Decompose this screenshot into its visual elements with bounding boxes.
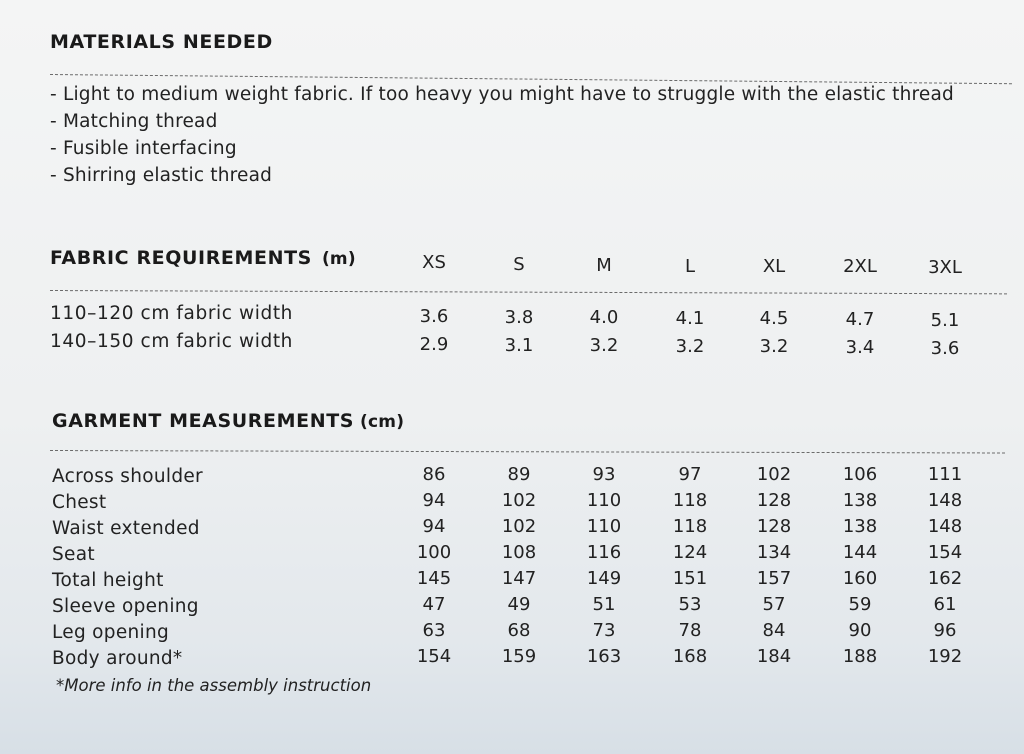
materials-heading: MATERIALS NEEDED xyxy=(50,31,273,53)
table-cell: 47 xyxy=(422,594,446,615)
size-header-xl: XL xyxy=(762,256,786,277)
table-cell: 86 xyxy=(422,464,446,485)
table-cell: 147 xyxy=(501,568,537,589)
table-cell: 4.0 xyxy=(589,307,619,329)
table-cell: 162 xyxy=(927,568,963,589)
table-cell: 49 xyxy=(507,594,531,615)
table-cell: 97 xyxy=(678,464,702,485)
table-cell: 184 xyxy=(756,646,792,667)
table-cell: 59 xyxy=(848,594,872,615)
table-cell: 89 xyxy=(507,464,531,485)
table-cell: 51 xyxy=(592,594,616,615)
row-label: Chest xyxy=(52,492,107,513)
table-cell: 102 xyxy=(756,464,792,485)
materials-item: - Shirring elastic thread xyxy=(50,165,273,186)
table-cell: 168 xyxy=(672,646,708,667)
table-cell: 96 xyxy=(933,620,957,641)
table-cell: 138 xyxy=(842,516,878,537)
table-cell: 116 xyxy=(586,542,622,563)
table-cell: 90 xyxy=(848,620,872,641)
table-cell: 102 xyxy=(501,490,537,511)
table-cell: 118 xyxy=(672,490,708,511)
table-cell: 154 xyxy=(927,542,963,563)
table-cell: 148 xyxy=(927,490,963,511)
table-cell: 118 xyxy=(672,516,708,537)
table-cell: 144 xyxy=(842,542,878,563)
row-label: Leg opening xyxy=(52,622,170,643)
table-cell: 3.8 xyxy=(504,306,534,328)
table-cell: 3.1 xyxy=(504,334,534,356)
table-cell: 124 xyxy=(672,542,708,563)
table-cell: 151 xyxy=(672,568,708,589)
materials-item: - Light to medium weight fabric. If too heavy you might have to struggle with the elastic thread xyxy=(50,84,954,105)
table-cell: 68 xyxy=(507,620,531,641)
row-label: Across shoulder xyxy=(52,466,203,487)
size-header-2xl: 2XL xyxy=(843,256,877,277)
table-cell: 5.1 xyxy=(930,309,960,331)
table-cell: 3.6 xyxy=(930,337,960,359)
table-cell: 4.1 xyxy=(675,307,705,329)
table-cell: 3.2 xyxy=(759,336,789,358)
table-cell: 159 xyxy=(501,646,537,667)
table-cell: 3.2 xyxy=(675,335,705,357)
table-cell: 3.2 xyxy=(589,335,619,357)
table-cell: 106 xyxy=(842,464,878,485)
table-cell: 61 xyxy=(933,594,957,615)
table-cell: 149 xyxy=(586,568,622,589)
table-cell: 93 xyxy=(592,464,616,485)
table-cell: 84 xyxy=(762,620,786,641)
size-header-m: M xyxy=(596,255,612,276)
garment-unit: (cm) xyxy=(360,412,405,432)
table-cell: 157 xyxy=(756,568,792,589)
table-cell: 138 xyxy=(842,490,878,511)
table-cell: 78 xyxy=(678,620,702,641)
row-label: Waist extended xyxy=(52,518,200,539)
table-cell: 128 xyxy=(756,516,792,537)
garment-heading xyxy=(52,410,404,432)
table-cell: 154 xyxy=(416,646,452,667)
table-cell: 4.7 xyxy=(845,309,875,330)
size-header-xs: XS xyxy=(422,252,446,273)
table-cell: 110 xyxy=(586,516,622,537)
table-cell: 2.9 xyxy=(419,334,449,355)
table-cell: 128 xyxy=(756,490,792,511)
materials-divider xyxy=(50,74,1012,84)
table-cell: 73 xyxy=(592,620,616,641)
row-label: 140–150 cm fabric width xyxy=(50,331,294,352)
table-cell: 94 xyxy=(422,490,446,511)
table-cell: 102 xyxy=(501,516,537,537)
table-cell: 160 xyxy=(842,568,878,589)
table-cell: 53 xyxy=(678,594,702,615)
row-label: Body around* xyxy=(52,648,183,669)
table-cell: 3.6 xyxy=(419,306,449,327)
table-cell: 4.5 xyxy=(759,308,789,330)
table-cell: 94 xyxy=(422,516,446,537)
fabric-unit: (m) xyxy=(321,249,356,269)
fabric-title: FABRIC REQUIREMENTS xyxy=(50,247,312,269)
row-label: Sleeve opening xyxy=(52,596,199,617)
table-cell: 3.4 xyxy=(845,337,875,358)
table-cell: 188 xyxy=(842,646,878,667)
table-cell: 148 xyxy=(927,516,963,537)
materials-item: - Matching thread xyxy=(50,111,218,132)
table-cell: 111 xyxy=(927,464,963,485)
materials-item: - Fusible interfacing xyxy=(50,138,237,159)
table-cell: 63 xyxy=(422,620,446,641)
row-label: Total height xyxy=(52,570,164,591)
size-header-l: L xyxy=(684,256,696,277)
table-cell: 145 xyxy=(416,568,452,589)
table-cell: 108 xyxy=(501,542,537,563)
table-cell: 110 xyxy=(586,490,622,511)
size-header-s: S xyxy=(513,254,525,275)
fabric-heading xyxy=(50,247,356,269)
table-cell: 57 xyxy=(762,594,786,615)
fabric-divider xyxy=(50,290,1007,294)
table-cell: 100 xyxy=(416,542,452,563)
garment-divider xyxy=(50,450,1005,454)
size-header-3xl: 3XL xyxy=(928,257,962,278)
row-label: 110–120 cm fabric width xyxy=(50,303,294,324)
table-cell: 192 xyxy=(927,646,963,667)
garment-footnote: *More info in the assembly instruction xyxy=(56,676,372,695)
row-label: Seat xyxy=(52,544,95,565)
table-cell: 134 xyxy=(756,542,792,563)
table-cell: 163 xyxy=(586,646,622,667)
garment-title: GARMENT MEASUREMENTS xyxy=(52,410,355,432)
